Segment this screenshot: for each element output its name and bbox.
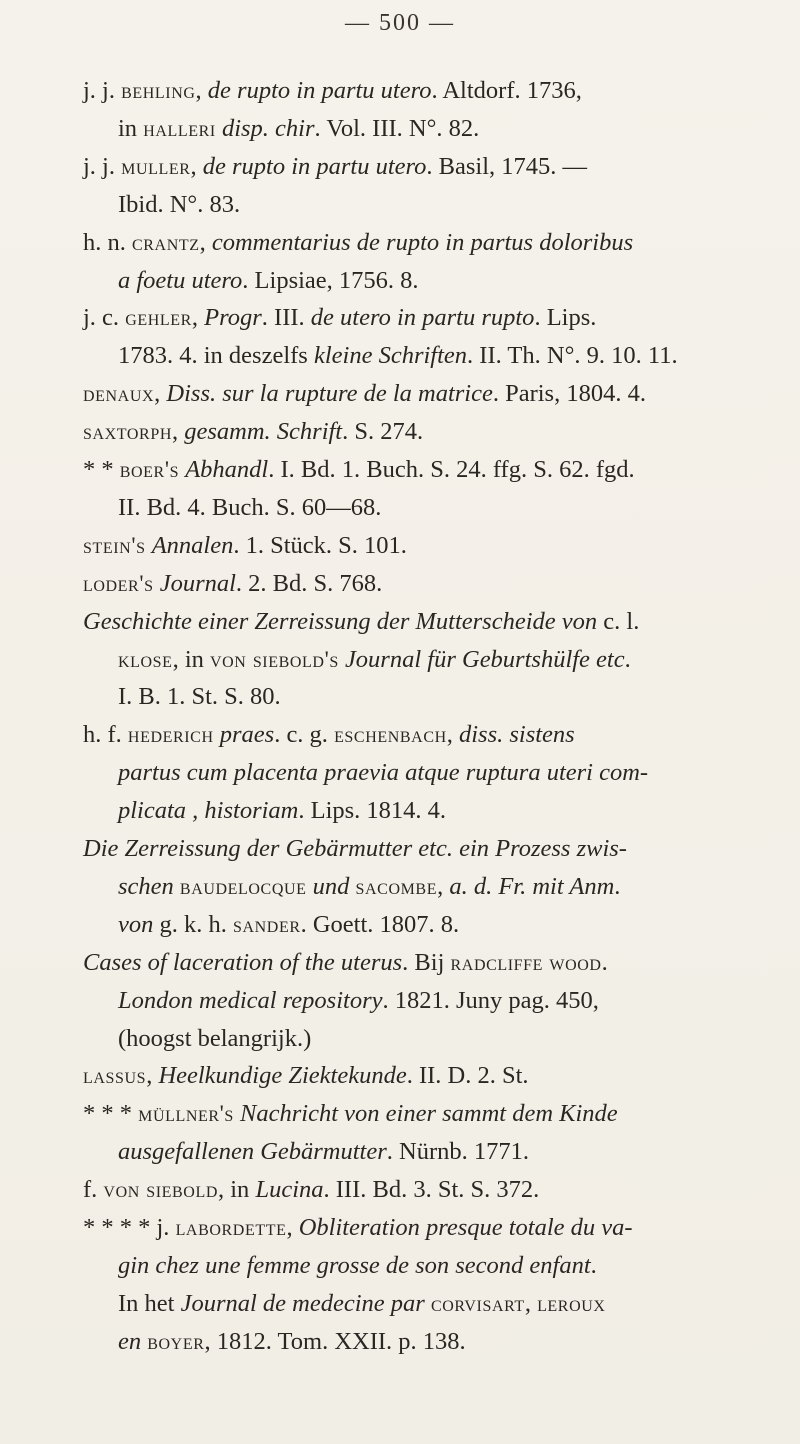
citation-text: . Basil, 1745. —	[426, 152, 588, 180]
entry-continuation-line	[118, 1289, 606, 1319]
entry-continuation-line	[118, 910, 459, 940]
citation-text: . 2. Bd. S. 768.	[235, 569, 383, 597]
entry-continuation-line	[118, 190, 240, 220]
citation-text: j. j.	[83, 77, 122, 104]
citation-text: ,	[195, 77, 208, 104]
title-text: de rupto in partu utero	[207, 77, 432, 104]
entry-continuation-line	[118, 758, 648, 788]
entry-first-line	[83, 1061, 529, 1091]
title-text: gesamm. Schrift	[184, 418, 343, 446]
entry-continuation-line	[118, 1251, 597, 1281]
title-text: Abhandl	[185, 456, 269, 483]
title-text: und	[312, 872, 350, 900]
author-name: müllner's	[138, 1101, 234, 1127]
entry-continuation-line	[118, 114, 479, 144]
entry-first-line	[83, 1213, 633, 1243]
entry-first-line	[83, 379, 646, 409]
citation-text: . II. Th. N°. 9. 10. 11.	[467, 342, 678, 370]
citation-text: ,	[286, 1214, 299, 1241]
title-text: en	[118, 1327, 142, 1355]
citation-text: f.	[83, 1176, 104, 1204]
title-text: Lucina	[255, 1176, 324, 1204]
title-text: Geschichte einer Zerreissung der Mutterscheide	[83, 607, 556, 635]
title-text: a. d. Fr. mit Anm	[449, 872, 615, 900]
author-name: halleri	[143, 115, 216, 141]
entry-first-line	[83, 303, 596, 333]
author-name: saxtorph	[83, 419, 172, 445]
title-text: Nachricht von einer sammt dem Kinde	[240, 1100, 618, 1128]
citation-text: c. l.	[597, 607, 640, 635]
title-text: commentarius de rupto in partus doloribus	[211, 228, 634, 256]
citation-text: ,	[191, 304, 205, 332]
citation-text: h. f.	[83, 721, 128, 749]
entry-continuation-line	[118, 1137, 529, 1167]
title-text: schen	[118, 872, 174, 900]
entry-continuation-line	[118, 493, 381, 523]
author-name: crantz	[132, 229, 200, 255]
author-name: eschenbach	[334, 722, 447, 748]
entry-first-line	[83, 607, 639, 637]
citation-text: * * * * j.	[83, 1214, 176, 1241]
title-text: Obliteration presque totale du va-	[298, 1214, 633, 1241]
author-name: muller	[121, 153, 191, 179]
author-name: hederich	[127, 722, 214, 748]
citation-text: . II. D. 2. St.	[406, 1062, 529, 1090]
entry-continuation-line	[118, 796, 446, 826]
title-text: Journal de medecine par	[180, 1289, 425, 1317]
author-name: gehler	[125, 305, 192, 331]
entry-first-line	[83, 1175, 539, 1205]
citation-text: In het	[118, 1289, 181, 1317]
citation-text: . S. 274.	[342, 418, 424, 446]
citation-text: , in	[218, 1176, 256, 1204]
author-name: sander	[233, 911, 301, 937]
author-name: loder's	[83, 570, 154, 596]
citation-text: ,	[171, 418, 185, 446]
entry-first-line	[83, 834, 627, 864]
citation-text: ,	[154, 380, 167, 408]
title-text: Diss. sur la rupture de la matrice	[166, 380, 493, 408]
citation-text: . 1. Stück. S. 101.	[233, 531, 407, 559]
citation-text: . Lips. 1814. 4.	[298, 797, 447, 825]
entry-first-line	[83, 569, 382, 599]
entry-continuation-line	[118, 266, 419, 296]
citation-text: ,	[437, 872, 450, 900]
title-text: de utero in partu rupto	[310, 304, 535, 332]
citation-text: .	[624, 645, 631, 673]
citation-text: .	[601, 948, 608, 976]
title-text: von	[118, 910, 154, 938]
citation-text: II. Bd. 4. Buch. S. 60—68.	[118, 493, 382, 521]
author-name: boyer	[147, 1328, 205, 1354]
citation-text: ,	[524, 1289, 538, 1317]
entry-first-line	[83, 1099, 618, 1129]
citation-text: , 1812. Tom. XXII. p. 138.	[204, 1327, 466, 1355]
title-text: praes	[219, 721, 275, 749]
entry-first-line	[83, 531, 407, 561]
title-text: diss. sistens	[459, 721, 575, 749]
citation-text: ,	[199, 228, 212, 256]
author-name: denaux	[83, 381, 155, 407]
citation-text: . Nürnb. 1771.	[386, 1138, 530, 1166]
title-text: Die Zerreissung der Gebärmutter etc. ein Prozess zwis-	[83, 835, 627, 862]
title-text: ausgefallenen Gebärmutter	[118, 1138, 387, 1166]
citation-text: j. c.	[83, 304, 126, 332]
title-text: Progr	[204, 304, 262, 332]
citation-text: . Bij	[402, 948, 451, 976]
citation-text: h. n.	[83, 228, 132, 256]
citation-text: . Goett. 1807. 8.	[300, 910, 460, 938]
entry-first-line	[83, 228, 633, 258]
entry-continuation-line	[118, 872, 620, 902]
author-name: behling	[121, 78, 196, 103]
title-text: kleine Schriften	[313, 342, 468, 370]
entry-first-line	[83, 948, 608, 978]
author-name: klose	[118, 646, 173, 672]
page-number: — 500 —	[345, 10, 455, 36]
title-text: disp. chir	[221, 114, 315, 142]
author-name: stein's	[83, 532, 146, 558]
citation-text: . Lips.	[534, 304, 597, 332]
author-name: von siebold	[103, 1177, 218, 1203]
citation-text: , in	[172, 645, 210, 673]
citation-text: Ibid. N°. 83.	[118, 190, 241, 218]
title-text: de rupto in partu utero	[202, 152, 427, 180]
title-text: Heelkundige Ziektekunde	[158, 1062, 407, 1090]
citation-text: . Paris, 1804. 4.	[492, 380, 646, 408]
citation-text: ,	[146, 1062, 159, 1090]
title-text: Journal für Geburtshülfe etc	[344, 645, 625, 673]
title-text: von	[561, 607, 598, 635]
entry-continuation-line	[118, 986, 599, 1016]
entry-continuation-line	[118, 1024, 311, 1054]
title-text: London medical repository	[118, 986, 383, 1014]
citation-text: .	[590, 1251, 597, 1279]
author-name: von siebold's	[210, 646, 339, 672]
author-name: lassus	[83, 1063, 147, 1089]
entry-continuation-line	[118, 645, 631, 675]
citation-text: . c. g.	[274, 721, 335, 749]
entry-continuation-line	[118, 341, 678, 371]
citation-text: 1783. 4. in deszelfs	[118, 342, 314, 370]
entry-first-line	[83, 152, 587, 182]
citation-text: * *	[83, 456, 120, 483]
title-text: partus cum placenta praevia atque ruptura uteri com-	[118, 759, 649, 787]
citation-text: ,	[190, 152, 203, 180]
entry-first-line	[83, 720, 575, 750]
author-name: boer's	[119, 457, 180, 482]
citation-text: j. j.	[83, 152, 122, 180]
citation-text: .	[614, 872, 621, 900]
entry-first-line	[83, 455, 635, 485]
title-text: gin chez une femme grosse de son second enfant	[118, 1251, 591, 1279]
citation-text: . Vol. III. N°. 82.	[314, 114, 480, 142]
citation-text: (hoogst belangrijk.)	[118, 1024, 312, 1052]
title-text: plicata , historiam	[118, 797, 299, 825]
entry-continuation-line	[118, 1327, 466, 1357]
citation-text: I. B. 1. St. S. 80.	[118, 683, 281, 711]
citation-text: . 1821. Juny pag. 450,	[382, 986, 599, 1014]
citation-text: . Lipsiae, 1756. 8.	[242, 266, 419, 294]
author-name: leroux	[537, 1290, 606, 1316]
citation-text: ,	[446, 721, 459, 749]
entry-first-line	[83, 417, 423, 447]
title-text: Annalen	[151, 531, 234, 559]
author-name: sacombe	[355, 873, 438, 899]
citation-text: * * *	[83, 1100, 139, 1128]
author-name: radcliffe wood	[450, 949, 602, 975]
author-name: baudelocque	[179, 873, 307, 899]
citation-text: in	[118, 114, 144, 142]
citation-text: g. k. h.	[153, 910, 233, 938]
citation-text: . III.	[261, 304, 311, 332]
citation-text: . I. Bd. 1. Buch. S. 24. ffg. S. 62. fgd.	[268, 456, 635, 483]
author-name: corvisart	[430, 1290, 525, 1316]
citation-text: . III. Bd. 3. St. S. 372.	[323, 1176, 540, 1204]
citation-text: . Altdorf. 1736,	[431, 77, 582, 104]
title-text: Cases of laceration of the uterus	[83, 948, 403, 976]
title-text: Journal	[159, 569, 236, 597]
entry-continuation-line	[118, 682, 281, 712]
author-name: labordette	[175, 1215, 287, 1240]
entry-first-line	[83, 76, 582, 106]
title-text: a foetu utero	[118, 266, 243, 294]
